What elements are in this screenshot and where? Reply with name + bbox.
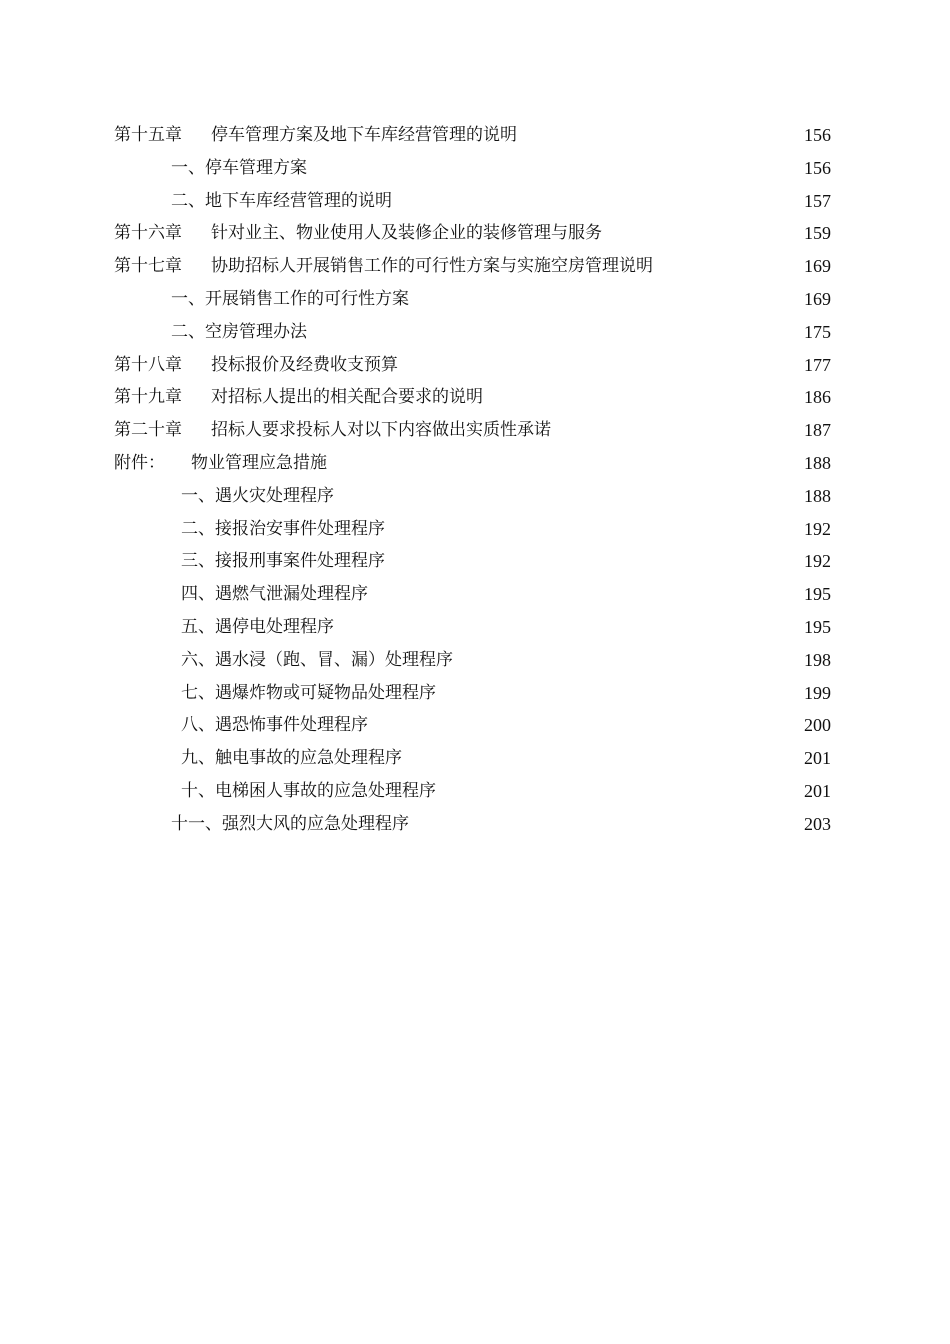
- toc-entry-title: 物业管理应急措施: [191, 452, 327, 473]
- toc-entry-page-number: 156: [804, 157, 831, 178]
- toc-entry[interactable]: [0, 545, 950, 578]
- toc-entry[interactable]: [0, 480, 950, 513]
- table-of-contents: [0, 119, 950, 841]
- toc-entry-page-number: 198: [804, 649, 831, 670]
- toc-entry[interactable]: [0, 709, 950, 742]
- toc-entry-title: 六、遇水浸（跑、冒、漏）处理程序: [181, 649, 453, 670]
- toc-entry-title: 七、遇爆炸物或可疑物品处理程序: [181, 682, 436, 703]
- toc-entry-title: 四、遇燃气泄漏处理程序: [181, 584, 368, 605]
- toc-entry-page-number: 175: [804, 321, 831, 342]
- toc-entry-page-number: 203: [804, 813, 831, 834]
- toc-entry-page-number: 195: [804, 584, 831, 605]
- toc-entry-page-number: 169: [804, 288, 831, 309]
- toc-entry-number: 第十六章: [114, 223, 182, 244]
- toc-entry-page-number: 201: [804, 748, 831, 769]
- toc-entry-page-number: 169: [804, 256, 831, 277]
- toc-entry-page-number: 159: [804, 223, 831, 244]
- toc-entry[interactable]: [0, 250, 950, 283]
- toc-entry-title: 十一、强烈大风的应急处理程序: [171, 813, 409, 834]
- toc-entry-page-number: 199: [804, 682, 831, 703]
- toc-entry-title: 停车管理方案及地下车库经营管理的说明: [211, 125, 517, 145]
- toc-entry[interactable]: [0, 381, 950, 414]
- toc-entry[interactable]: [0, 217, 950, 250]
- toc-entry-title: 一、开展销售工作的可行性方案: [171, 288, 409, 309]
- toc-entry-title: 协助招标人开展销售工作的可行性方案与实施空房管理说明: [211, 256, 653, 277]
- toc-entry-page-number: 200: [804, 715, 831, 736]
- toc-entry[interactable]: [0, 775, 950, 808]
- toc-entry-title: 投标报价及经费收支预算: [211, 354, 398, 375]
- toc-entry-page-number: 187: [804, 420, 831, 441]
- toc-entry-page-number: 156: [804, 125, 831, 145]
- toc-entry[interactable]: [0, 283, 950, 316]
- toc-entry[interactable]: [0, 677, 950, 710]
- toc-entry[interactable]: [0, 742, 950, 775]
- toc-entry-number: 附件：: [114, 452, 165, 473]
- toc-entry-title: 二、地下车库经营管理的说明: [171, 190, 392, 211]
- toc-entry-title: 九、触电事故的应急处理程序: [181, 748, 402, 769]
- toc-entry-page-number: 157: [804, 190, 831, 211]
- toc-entry-title: 一、遇火灾处理程序: [181, 485, 334, 506]
- toc-entry-number: 第十八章: [114, 354, 182, 375]
- toc-entry-page-number: 188: [804, 485, 831, 506]
- toc-entry-title: 十、电梯困人事故的应急处理程序: [181, 780, 436, 801]
- toc-entry-page-number: 192: [804, 551, 831, 572]
- toc-entry-page-number: 186: [804, 387, 831, 408]
- toc-entry-title: 一、停车管理方案: [171, 157, 307, 178]
- toc-entry[interactable]: [0, 644, 950, 677]
- toc-entry[interactable]: [0, 185, 950, 218]
- toc-entry[interactable]: [0, 414, 950, 447]
- toc-entry-number: 第十七章: [114, 256, 182, 277]
- toc-entry[interactable]: [0, 611, 950, 644]
- toc-entry-title: 对招标人提出的相关配合要求的说明: [211, 387, 483, 408]
- toc-entry[interactable]: [0, 808, 950, 841]
- toc-entry-number: 第二十章: [114, 420, 182, 441]
- toc-entry[interactable]: [0, 152, 950, 185]
- toc-entry[interactable]: [0, 119, 950, 152]
- toc-entry-title: 二、接报治安事件处理程序: [181, 518, 385, 539]
- toc-entry[interactable]: [0, 349, 950, 382]
- toc-entry[interactable]: [0, 316, 950, 349]
- toc-entry-title: 五、遇停电处理程序: [181, 616, 334, 637]
- toc-entry-title: 八、遇恐怖事件处理程序: [181, 715, 368, 736]
- toc-entry-title: 针对业主、物业使用人及装修企业的装修管理与服务: [211, 223, 602, 244]
- toc-entry-page-number: 188: [804, 452, 831, 473]
- toc-entry-page-number: 177: [804, 354, 831, 375]
- toc-entry-title: 招标人要求投标人对以下内容做出实质性承诺: [211, 420, 551, 441]
- toc-entry-number: 第十九章: [114, 387, 182, 408]
- toc-entry-page-number: 192: [804, 518, 831, 539]
- toc-entry[interactable]: [0, 513, 950, 546]
- toc-entry[interactable]: [0, 578, 950, 611]
- toc-entry-title: 二、空房管理办法: [171, 321, 307, 342]
- toc-entry-page-number: 201: [804, 780, 831, 801]
- toc-entry[interactable]: [0, 447, 950, 480]
- toc-entry-number: 第十五章: [114, 125, 182, 145]
- toc-entry-page-number: 195: [804, 616, 831, 637]
- toc-entry-title: 三、接报刑事案件处理程序: [181, 551, 385, 572]
